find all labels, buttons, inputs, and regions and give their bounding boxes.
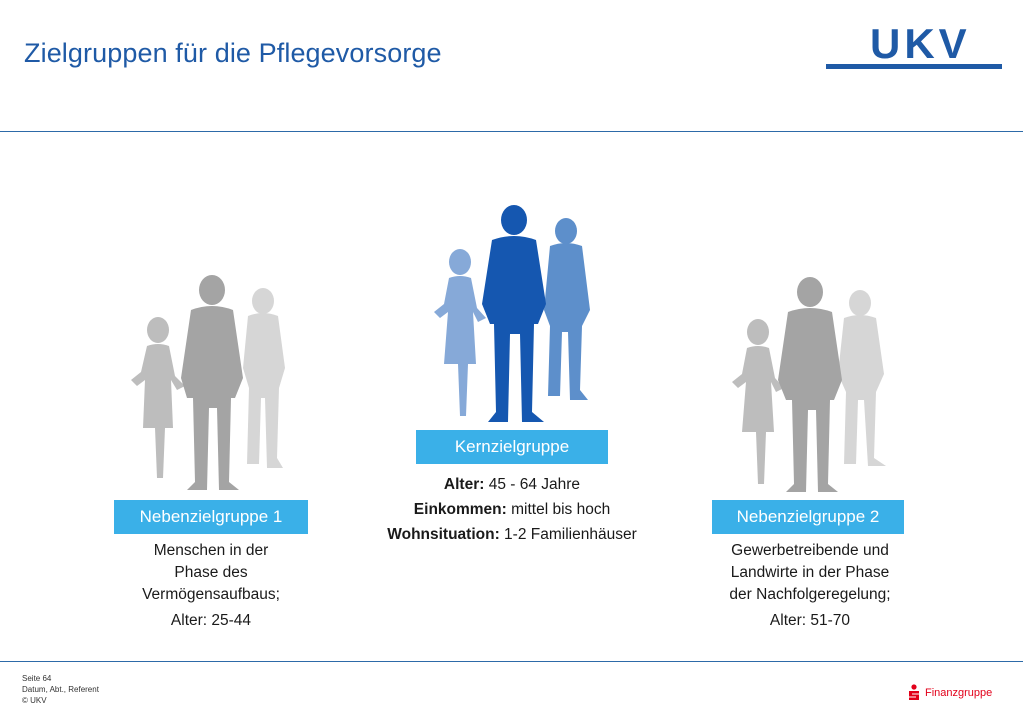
footer-meta: Datum, Abt., Referent (22, 685, 99, 694)
desc-nebenzielgruppe-1 (106, 540, 316, 632)
desc-line: Gewerbetreibende und (731, 542, 889, 559)
female-person-icon (434, 249, 486, 416)
desc-line: Landwirte in der Phase (730, 564, 890, 581)
desc-age: Alter: 25-44 (170, 612, 252, 629)
top-divider (0, 131, 1023, 132)
finanzgruppe-text: Finanzgruppe (925, 687, 993, 699)
front-person-icon (778, 277, 842, 492)
label-nebenzielgruppe-1: Nebenzielgruppe 1 (114, 500, 308, 534)
desc-line: Phase des (174, 564, 248, 581)
kern-row-wohnsituation: Wohnsituation: 1-2 Familienhäuser (387, 526, 637, 543)
ukv-logo-text: UKV (870, 22, 971, 67)
side-person-icon (544, 218, 590, 400)
sparkasse-s-icon (906, 684, 922, 702)
label-nebenzielgruppe-2: Nebenzielgruppe 2 (712, 500, 904, 534)
ukv-logo (826, 22, 1002, 74)
kern-row-einkommen: Einkommen: mittel bis hoch (413, 501, 611, 518)
back-person-icon (838, 290, 886, 466)
bottom-divider (0, 661, 1023, 662)
female-person-icon (732, 319, 784, 484)
kern-row-alter: Alter: 45 - 64 Jahre (443, 476, 581, 493)
group-neben1-silhouettes (115, 268, 305, 496)
page-title: Zielgruppen für die Pflegevorsorge (24, 38, 442, 68)
front-person-icon (181, 275, 243, 490)
desc-nebenzielgruppe-2 (700, 540, 920, 632)
desc-age: Alter: 51-70 (769, 612, 851, 629)
group-neben2-silhouettes (718, 270, 908, 498)
desc-kernzielgruppe (342, 472, 682, 547)
desc-line: der Nachfolgeregelung; (729, 586, 891, 603)
desc-line: Vermögensaufbaus; (142, 586, 280, 603)
footer-info (22, 673, 99, 706)
desc-line: Menschen in der (153, 542, 269, 559)
footer-copyright: © UKV (22, 696, 47, 705)
group-kern-silhouettes (420, 200, 610, 428)
back-person-icon (243, 288, 285, 468)
finanzgruppe-logo (906, 684, 992, 702)
female-person-icon (131, 317, 185, 478)
front-person-icon (482, 205, 546, 422)
label-kernzielgruppe: Kernzielgruppe (416, 430, 608, 464)
footer-page: Seite 64 (22, 674, 52, 683)
